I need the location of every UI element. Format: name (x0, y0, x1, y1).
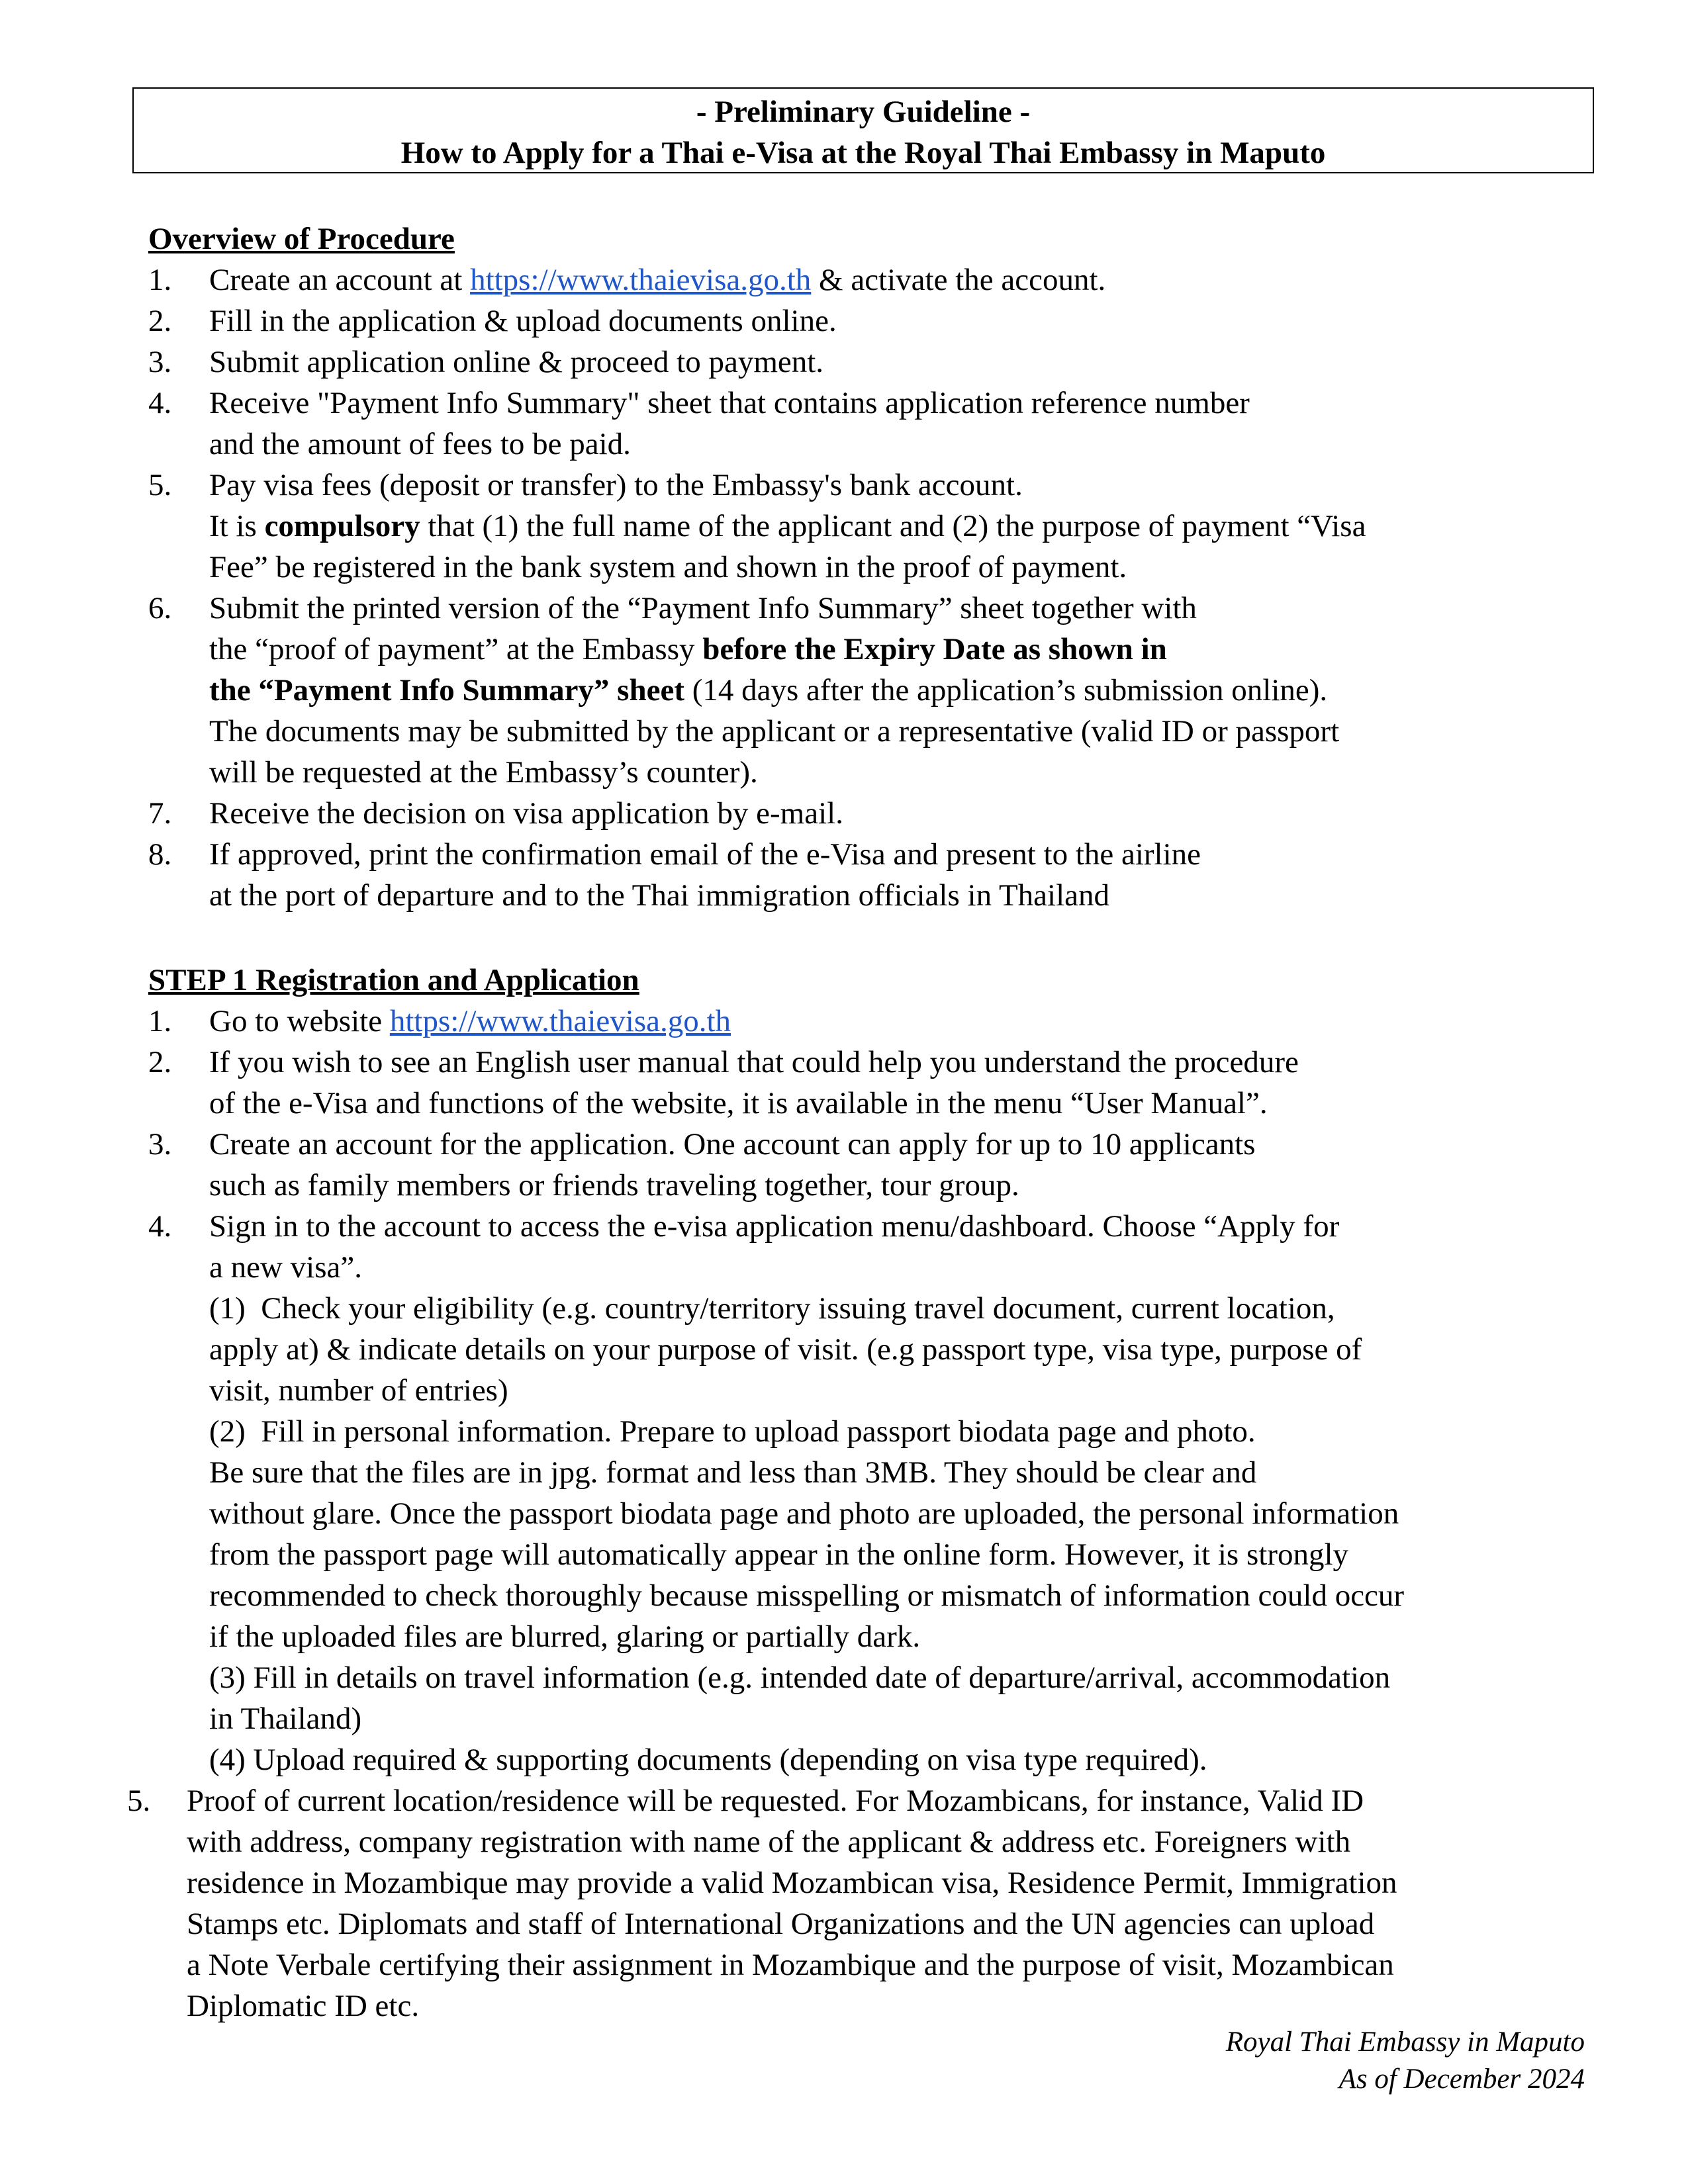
thaievisa-link[interactable]: https://www.thaievisa.go.th (470, 263, 812, 297)
item-text: Fee” be registered in the bank system and shown in the proof of payment. (209, 550, 1127, 584)
item-number: 2. (148, 1045, 172, 1079)
item-number: 2. (148, 304, 172, 338)
item-text: residence in Mozambique may provide a valid Mozambican visa, Residence Permit, Immigration (187, 1866, 1397, 1900)
item-text: The documents may be submitted by the applicant or a representative (valid ID or passport (209, 714, 1340, 749)
item-text: the “Payment Info Summary” sheet (14 days after the application’s submission online). (209, 673, 1328, 707)
item-number: 3. (148, 345, 172, 379)
footer-date: As of December 2024 (1338, 2064, 1585, 2095)
item-number: 4. (148, 1209, 172, 1244)
item-text: If you wish to see an English user manual that could help you understand the procedure (209, 1045, 1299, 1079)
item-text: and the amount of fees to be paid. (209, 427, 631, 461)
item-text: Fill in the application & upload documents online. (209, 304, 837, 338)
item-text: If approved, print the confirmation email of the e-Visa and present to the airline (209, 837, 1201, 872)
title-line-2: How to Apply for a Thai e-Visa at the Royal Thai Embassy in Maputo (400, 136, 1326, 170)
item-text: a Note Verbale certifying their assignment in Mozambique and the purpose of visit, Mozambican (187, 1948, 1394, 1982)
overview-item-7 (148, 793, 1605, 834)
overview-section (148, 218, 1605, 916)
item-number: 1. (148, 1004, 172, 1038)
substep-4-text: (4) Upload required & supporting documents (depending on visa type required). (209, 1743, 1207, 1777)
item-text: Receive the decision on visa application by e-mail. (209, 796, 843, 831)
compulsory-emphasis: compulsory (264, 509, 420, 543)
item-text: Diplomatic ID etc. (187, 1989, 420, 2023)
substep-1-text: apply at) & indicate details on your purpose of visit. (e.g passport type, visa type, purpose of (209, 1332, 1362, 1367)
item-number: 7. (148, 796, 172, 831)
step1-item-2 (148, 1042, 1605, 1124)
item-text: & activate the account. (811, 263, 1106, 297)
sheet-emphasis: the “Payment Info Summary” sheet (209, 673, 684, 707)
overview-heading: Overview of Procedure (148, 222, 455, 256)
substep-2-text: recommended to check thoroughly because misspelling or mismatch of information could occur (209, 1578, 1405, 1613)
item-text: Submit application online & proceed to payment. (209, 345, 824, 379)
substep-2-text: Be sure that the files are in jpg. format and less than 3MB. They should be clear and (209, 1455, 1257, 1490)
item-number: 6. (148, 591, 172, 625)
item-text: Sign in to the account to access the e-visa application menu/dashboard. Choose “Apply for (209, 1209, 1340, 1244)
item-text: Go to website (209, 1004, 390, 1038)
item-text: with address, company registration with name of the applicant & address etc. Foreigners with (187, 1825, 1351, 1859)
substep-1-text: (1) Check your eligibility (e.g. country/territory issuing travel document, current location, (209, 1291, 1335, 1326)
step1-heading: STEP 1 Registration and Application (148, 963, 639, 997)
item-text: Create an account for the application. One account can apply for up to 10 applicants (209, 1127, 1256, 1161)
substep-3-text: in Thailand) (209, 1702, 362, 1736)
item-number: 1. (148, 263, 172, 297)
overview-item-1 (148, 259, 1605, 300)
title-box (132, 87, 1594, 173)
overview-item-4 (148, 383, 1605, 465)
footer (1226, 2024, 1585, 2098)
item-text: at the port of departure and to the Thai immigration officials in Thailand (209, 878, 1110, 913)
substep-2-text: from the passport page will automatically appear in the online form. However, it is strongly (209, 1537, 1349, 1572)
item-text: the “proof of payment” at the Embassy before the Expiry Date as shown in (209, 632, 1167, 666)
expiry-emphasis: before the Expiry Date as shown in (702, 632, 1167, 666)
overview-item-3 (148, 341, 1605, 383)
item-number: 5. (127, 1784, 151, 1818)
overview-item-6 (148, 588, 1605, 793)
item-text: Create an account at (209, 263, 471, 297)
substep-2-text: without glare. Once the passport biodata page and photo are uploaded, the personal information (209, 1496, 1399, 1531)
thaievisa-link[interactable]: https://www.thaievisa.go.th (389, 1004, 731, 1038)
step1-section (127, 960, 1605, 2026)
substep-2-text: (2) Fill in personal information. Prepare to upload passport biodata page and photo. (209, 1414, 1256, 1449)
step1-item-5 (127, 1780, 1605, 2026)
item-text: It is compulsory that (1) the full name of the applicant and (2) the purpose of payment “Visa (209, 509, 1366, 543)
item-text: of the e-Visa and functions of the website, it is available in the menu “User Manual”. (209, 1086, 1268, 1120)
substep-3-text: (3) Fill in details on travel information (e.g. intended date of departure/arrival, accommodation (209, 1661, 1391, 1695)
item-text: Stamps etc. Diplomats and staff of International Organizations and the UN agencies can upload (187, 1907, 1375, 1941)
item-number: 4. (148, 386, 172, 420)
title-line-1: - Preliminary Guideline - (696, 95, 1031, 129)
overview-item-5 (148, 465, 1605, 588)
item-text: Proof of current location/residence will be requested. For Mozambicans, for instance, Valid ID (187, 1784, 1364, 1818)
step1-item-1 (148, 1001, 1605, 1042)
item-number: 5. (148, 468, 172, 502)
step1-item-3 (148, 1124, 1605, 1206)
substep-1-text: visit, number of entries) (209, 1373, 508, 1408)
item-text: Receive "Payment Info Summary" sheet that contains application reference number (209, 386, 1250, 420)
item-text: Pay visa fees (deposit or transfer) to the Embassy's bank account. (209, 468, 1023, 502)
item-text: such as family members or friends traveling together, tour group. (209, 1168, 1019, 1203)
substep-2-text: if the uploaded files are blurred, glaring or partially dark. (209, 1619, 921, 1654)
footer-embassy: Royal Thai Embassy in Maputo (1225, 2026, 1585, 2058)
item-number: 8. (148, 837, 172, 872)
overview-item-8 (148, 834, 1605, 916)
item-text: a new visa”. (209, 1250, 362, 1285)
step1-item-4 (148, 1206, 1605, 1780)
overview-item-2 (148, 300, 1605, 341)
item-text: Submit the printed version of the “Payment Info Summary” sheet together with (209, 591, 1197, 625)
item-text: will be requested at the Embassy’s counter). (209, 755, 758, 790)
item-number: 3. (148, 1127, 172, 1161)
